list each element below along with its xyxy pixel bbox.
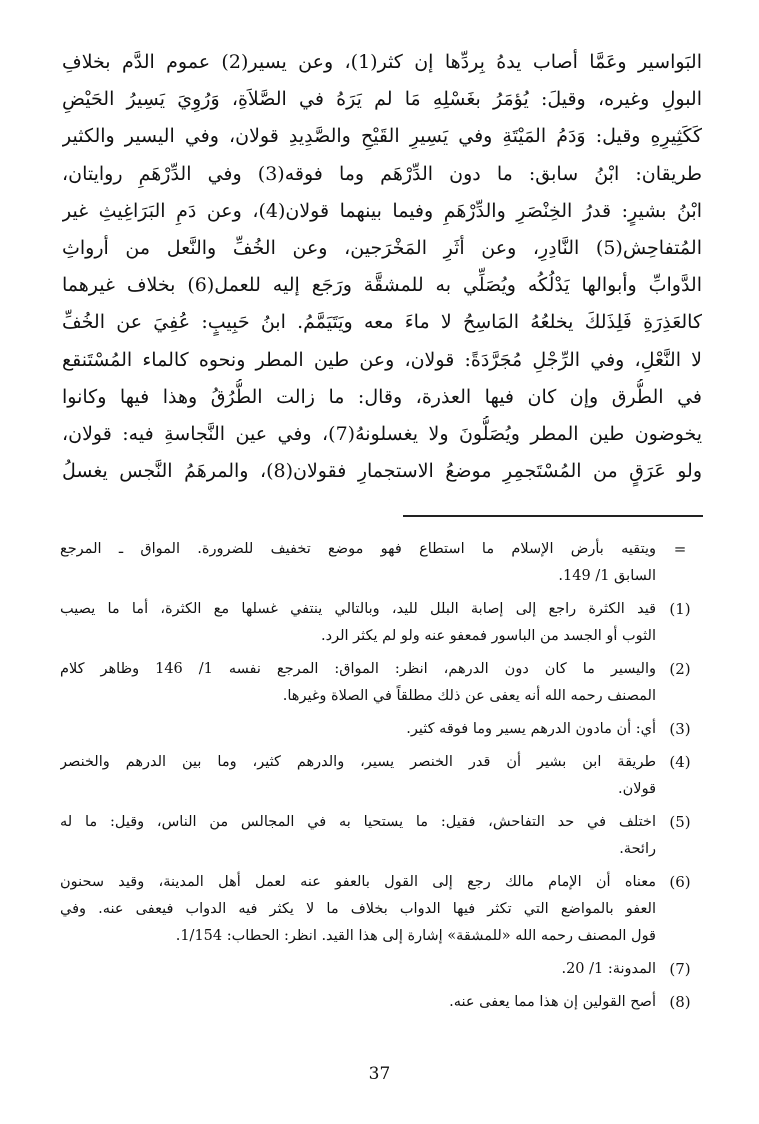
footnote-line: قول المصنف رحمه الله «للمشقة» إشارة إلى هذا القيد. انظر: الحطاب: 1/154. bbox=[175, 928, 656, 944]
main-text-line: ابْنُ بشيرٍ: قدرُ الخِنْصَرِ والدِّرْهَمِ وفيما بينهما قولان(4)، وعن دَمِ البَرَاغِيثِ غير bbox=[62, 199, 702, 222]
footnote-line: المدونة: 1/ 20. bbox=[561, 961, 656, 977]
footnote-line: أي: أن مادون الدرهم يسير وما فوقه كثير. bbox=[406, 721, 656, 737]
footnote bbox=[60, 656, 702, 710]
footnote-number: (7) bbox=[669, 960, 691, 978]
footnote-line: ويتقيه بأرض الإسلام ما استطاع فهو موضع تخفيف للضرورة. المواق ـ المرجع bbox=[60, 541, 656, 557]
footnote-line: السابق 1/ 149. bbox=[558, 568, 656, 584]
main-text-line: طريقان: ابْنُ سابق: ما دون الدِّرْهَم وما فوقه(3) وفي الدِّرْهَمِ روايتان، bbox=[62, 162, 702, 185]
footnote-line: العفو بالمواضع التي تكثر فيها الدواب بخلاف ما لا يكثر فيه الدواب فيعفى عنه. وفي bbox=[60, 901, 656, 917]
footnote bbox=[60, 956, 702, 983]
main-text-line: المُتفاحِش(5) النَّادِرِ، وعن أثَرِ المَخْرَجين، وعن الخُفِّ والنَّعل من أرواثِ bbox=[62, 236, 702, 259]
footnote bbox=[60, 749, 702, 803]
footnote-line: اختلف في حد التفاحش، فقيل: ما يستحيا به في المجالس من الناس، وقيل: ما له bbox=[60, 814, 656, 830]
footnote-number: (8) bbox=[669, 993, 691, 1011]
main-text-line: في الطُّرق وإن كان فيها العذرة، وقال: ما زالت الطُّرُقُ وهذا فيها وكانوا bbox=[62, 385, 702, 408]
footnote bbox=[60, 989, 702, 1016]
footnote-line: أصح القولين إن هذا مما يعفى عنه. bbox=[449, 994, 656, 1010]
footnote-number: (4) bbox=[669, 753, 691, 771]
main-text-line: ولو عَرَقٍ من المُسْتَجمِرِ موضعُ الاستجمارِ فقولان(8)، والمرهَمُ النَّجس يغسلُ bbox=[62, 460, 702, 483]
footnote-line: قيد الكثرة راجع إلى إصابة البلل لليد، وبالتالي ينتفي غسلها مع الكثرة، أما ما يصيب bbox=[60, 601, 656, 617]
footnote-line: واليسير ما كان دون الدرهم، انظر: المواق: المرجع نفسه 1/ 146 وظاهر كلام bbox=[60, 661, 656, 677]
footnote-number: (6) bbox=[669, 873, 691, 891]
main-text-block bbox=[62, 44, 702, 490]
footnote-line: الثوب أو الجسد من الباسور فمعفو عنه ولو لم يكثر الرد. bbox=[321, 628, 656, 644]
footnote-number: (5) bbox=[669, 813, 691, 831]
footnote-line: المصنف رحمه الله أنه يعفى عن ذلك مطلقاً في الصلاة وغيرها. bbox=[282, 688, 656, 704]
footnotes-block bbox=[60, 536, 702, 1022]
footnote-line: رائحة. bbox=[619, 841, 656, 857]
footnote bbox=[60, 809, 702, 863]
footnote-number: (1) bbox=[669, 600, 691, 618]
footnote-number: = bbox=[673, 540, 687, 558]
main-text-line: البولِ وغيره، وقيلَ: يُؤمَرُ بغَسْلِهِ مَا لم يَرَهُ في الصَّلاَةِ، وَرُوِيَ يَسِيرُ الحَيْضِ bbox=[62, 88, 702, 111]
footnote bbox=[60, 596, 702, 650]
footnote-line: قولان. bbox=[618, 781, 656, 797]
footnote bbox=[60, 716, 702, 743]
footnote bbox=[60, 536, 702, 590]
footnote-line: معناه أن الإمام مالك رجع إلى القول بالعفو عنه لعمل أهل المدينة، وقيد سحنون bbox=[60, 874, 656, 890]
page-number: 37 bbox=[368, 1064, 391, 1084]
main-text-line: يخوضون طين المطر ويُصَلُّونَ ولا يغسلونهُ(7)، وفي عين النَّجاسةِ فيه: قولان، bbox=[62, 422, 702, 445]
footnote-number: (3) bbox=[669, 720, 691, 738]
footnote-line: طريقة ابن بشير أن قدر الخنصر يسير، والدرهم كثير، وما بين الدرهم والخنصر bbox=[60, 754, 656, 770]
main-text-line: كَكَثِيرِهِ وقيل: وَدَمُ المَيْتَةِ وفي يَسِيرِ القَيْحِ والصَّدِيدِ قولان، وفي اليسير والكثير bbox=[62, 125, 702, 148]
main-text-line: البَواسير وعَمَّا أصاب يدهُ بِردِّها إن كثر(1)، وعن يسير(2) عموم الدَّم بخلافِ bbox=[62, 51, 702, 73]
main-text-line: كالعَذِرَةِ فَلِذَلكَ يخلعُهُ المَاسِحُ لا ماءَ معه ويَتَيَمَّمُ. ابنُ حَبِيبٍ: عُفِيَ عن الخُفِّ bbox=[62, 311, 702, 334]
footnote bbox=[60, 869, 702, 950]
footnote-divider bbox=[403, 515, 703, 517]
main-text-line: الدَّوابِّ وأبوالها يَدْلُكُه ويُصَلِّي به للمشقَّة ورَجَع إليه للعمل(6) بخلاف غيرهما bbox=[62, 274, 702, 297]
main-text-line: لا النَّعْلِ، وفي الرِّجْلِ مُجَرَّدَةً: قولان، وعن طين المطر ونحوه كالماء المُسْتَنقع bbox=[62, 348, 702, 371]
footnote-number: (2) bbox=[669, 660, 691, 678]
